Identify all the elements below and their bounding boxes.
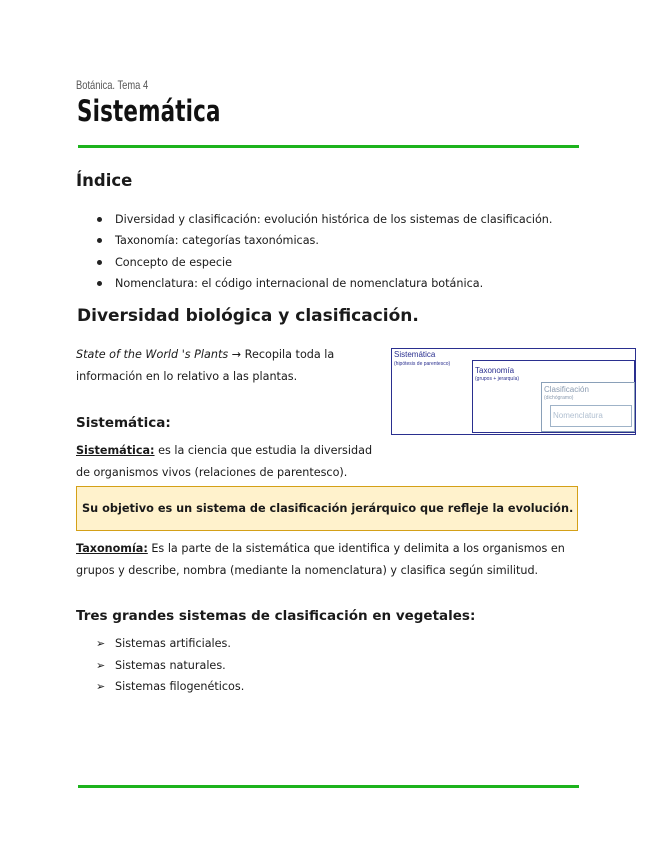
subject-subtitle: Botánica. Tema 4: [76, 78, 149, 92]
diagram-level1-label: Sistemática: [394, 350, 436, 359]
systems-item: ➢ Sistemas filogenéticos.: [76, 676, 244, 698]
callout-text: Su objetivo es un sistema de clasificación jerárquico que refleje la evolución.: [82, 502, 574, 515]
index-item: Diversidad y clasificación: evolución histórica de los sistemas de clasificación.: [76, 209, 552, 230]
bullet-icon: [97, 260, 102, 265]
index-heading: Índice: [76, 171, 133, 190]
index-item: Nomenclatura: el código internacional de nomenclatura botánica.: [76, 273, 552, 294]
arrow-bullet-icon: ➢: [96, 680, 106, 694]
sistematica-definition: Sistemática: es la ciencia que estudia la diversidad de organismos vivos (relaciones de parentesco).: [76, 444, 373, 479]
diagram-level2-label: Taxonomía: [475, 366, 515, 375]
bullet-icon: [97, 217, 102, 222]
diagram-level2-sub: (grupos + jerarquía): [475, 376, 520, 382]
term-sistematica: Sistemática:: [76, 444, 155, 457]
diagram-level4-label: Nomenclatura: [553, 411, 603, 420]
systems-list: [76, 633, 244, 698]
footer-divider: [78, 785, 579, 788]
title-divider: [78, 145, 579, 148]
term-taxonomia: Taxonomía:: [76, 542, 148, 555]
bullet-icon: [97, 281, 102, 286]
index-list: [76, 209, 552, 294]
diagram-level2-box: [472, 360, 635, 433]
systems-heading: Tres grandes sistemas de clasificación en vegetales:: [76, 608, 476, 624]
page-title: Sistemática: [77, 94, 221, 128]
sistematica-heading: Sistemática:: [76, 415, 171, 431]
diversity-heading: Diversidad biológica y clasificación.: [77, 306, 419, 326]
state-of-plants-paragraph: State of the World 's Plants → Recopila toda la información en lo relativo a las plantas.: [76, 348, 335, 383]
taxonomia-definition: Taxonomía: Es la parte de la sistemática que identifica y delimita a los organismos en grupos y describe, nombra (mediante la nomenclatura) y clasifica según similitud.: [76, 542, 565, 577]
bullet-icon: [97, 238, 102, 243]
objective-callout: [76, 486, 578, 531]
nested-concepts-diagram: [391, 348, 636, 435]
index-item: Taxonomía: categorías taxonómicas.: [76, 230, 552, 251]
diagram-level3-box: [541, 382, 635, 432]
diagram-level3-sub: (dichógramo): [544, 395, 574, 401]
arrow-bullet-icon: ➢: [96, 637, 106, 650]
arrow-bullet-icon: ➢: [96, 658, 106, 672]
diagram-level1-sub: (hipótesis de parentesco): [394, 361, 451, 367]
diagram-level3-label: Clasificación: [544, 385, 589, 394]
systems-item: ➢ Sistemas artificiales.: [76, 633, 244, 655]
diagram-level4-box: [550, 405, 632, 427]
index-item: Concepto de especie: [76, 252, 552, 273]
report-title: State of the World 's Plants: [76, 348, 229, 361]
systems-item: ➢ Sistemas naturales.: [76, 655, 244, 677]
